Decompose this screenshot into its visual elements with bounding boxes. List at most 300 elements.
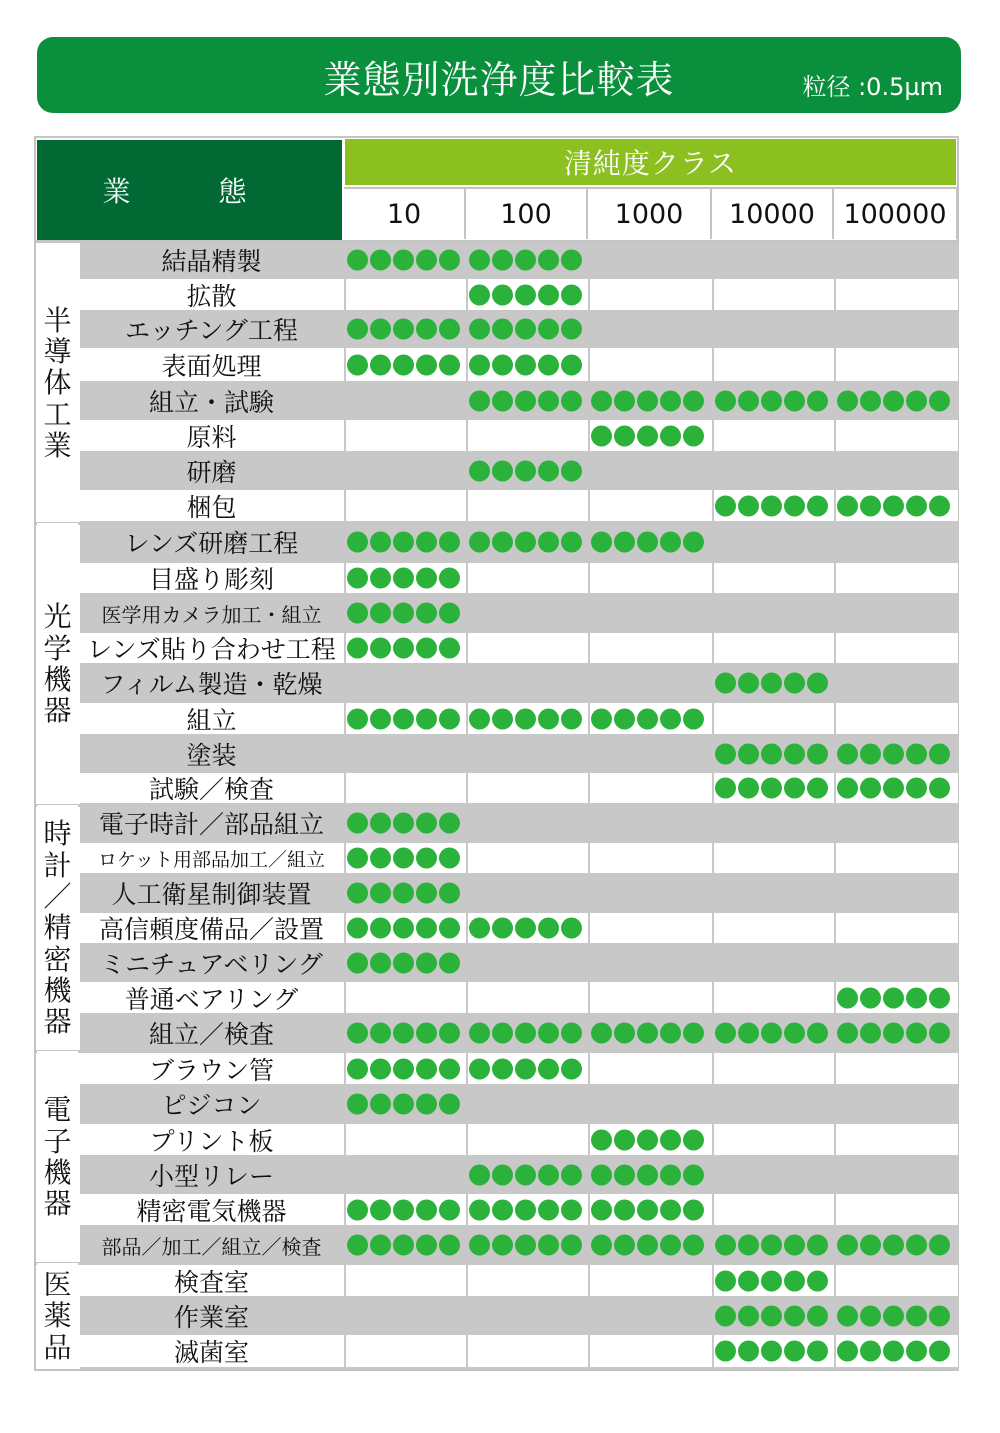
class-marker-100 [469, 390, 582, 411]
marker-dot [416, 1094, 437, 1115]
marker-dot [883, 390, 904, 411]
class-marker-100 [469, 460, 582, 481]
class-marker-100000 [837, 495, 950, 516]
marker-dot [715, 390, 736, 411]
class-cell [466, 420, 588, 451]
class-marker-1000 [591, 1235, 704, 1256]
marker-dot [929, 1305, 950, 1326]
marker-dot [860, 495, 881, 516]
class-marker-1000 [591, 1164, 704, 1185]
business-header: 業 態 [37, 140, 342, 240]
marker-dot [347, 1094, 368, 1115]
marker-dot [439, 1235, 460, 1256]
marker-dot [614, 1235, 635, 1256]
marker-dot [637, 1235, 658, 1256]
class-cell [344, 773, 466, 803]
marker-dot [784, 1305, 805, 1326]
class-marker-10000 [715, 1270, 828, 1291]
marker-dot [393, 1023, 414, 1044]
marker-dot [561, 1058, 582, 1079]
marker-dot [906, 1023, 927, 1044]
class-cell [712, 563, 834, 593]
class-marker-10 [347, 250, 460, 271]
table-row [80, 1086, 958, 1122]
marker-dot [660, 532, 681, 553]
marker-dot [591, 532, 612, 553]
table-row [80, 1157, 958, 1192]
marker-dot [370, 883, 391, 904]
class-marker-100 [469, 1164, 582, 1185]
marker-dot [393, 1199, 414, 1220]
marker-dot [439, 1058, 460, 1079]
table-row [80, 631, 958, 665]
class-cell [588, 348, 712, 381]
class-cell [834, 913, 958, 943]
marker-dot [906, 743, 927, 764]
marker-dot [837, 1235, 858, 1256]
table-row [80, 243, 958, 277]
class-cell [344, 420, 466, 451]
category-label: 医 薬 品 [37, 1263, 78, 1369]
marker-dot [347, 638, 368, 659]
category-label: 光 学 機 器 [37, 523, 78, 805]
class-marker-10000 [715, 390, 828, 411]
marker-dot [416, 708, 437, 729]
class-cell [588, 913, 712, 943]
table-row [80, 383, 958, 418]
marker-dot [347, 1235, 368, 1256]
marker-dot [515, 460, 536, 481]
marker-dot [614, 1199, 635, 1220]
marker-dot [837, 1341, 858, 1362]
marker-dot [683, 1235, 704, 1256]
class-header-10: 10 [344, 189, 466, 239]
marker-dot [492, 390, 513, 411]
marker-dot [614, 708, 635, 729]
marker-dot [416, 952, 437, 973]
table-row [80, 523, 958, 561]
marker-dot [347, 848, 368, 869]
marker-dot [439, 568, 460, 589]
class-cell [588, 490, 712, 521]
marker-dot [370, 354, 391, 375]
marker-dot [393, 638, 414, 659]
marker-dot [807, 1305, 828, 1326]
business-name: 原料 [186, 422, 237, 451]
marker-dot [738, 1341, 759, 1362]
marker-dot [492, 1058, 513, 1079]
class-marker-100 [469, 532, 582, 553]
business-name: 人工衛星制御装置 [111, 880, 312, 909]
marker-dot [660, 1023, 681, 1044]
marker-dot [929, 743, 950, 764]
marker-dot [370, 1058, 391, 1079]
business-name: 組立 [186, 705, 237, 734]
business-name: 作業室 [173, 1302, 249, 1332]
business-name: エッチング工程 [125, 316, 298, 345]
class-cell [834, 703, 958, 734]
class-marker-10 [347, 568, 460, 589]
class-marker-100000 [837, 1235, 950, 1256]
class-cell [344, 490, 466, 521]
marker-dot [515, 319, 536, 340]
class-cell [344, 1265, 466, 1296]
marker-dot [660, 390, 681, 411]
class-marker-10 [347, 918, 460, 939]
marker-dot [469, 1058, 490, 1079]
marker-dot [906, 1305, 927, 1326]
marker-dot [439, 532, 460, 553]
class-cell [588, 1265, 712, 1296]
marker-dot [469, 1164, 490, 1185]
marker-dot [515, 354, 536, 375]
class-marker-10 [347, 883, 460, 904]
marker-dot [591, 425, 612, 446]
marker-dot [683, 532, 704, 553]
business-name: 小型リレー [148, 1161, 274, 1191]
class-marker-10 [347, 1023, 460, 1044]
class-header-100: 100 [466, 189, 588, 239]
marker-dot [906, 987, 927, 1008]
marker-dot [492, 1164, 513, 1185]
class-marker-100000 [837, 778, 950, 799]
marker-dot [538, 284, 559, 305]
class-cell [712, 1053, 834, 1084]
marker-dot [492, 1023, 513, 1044]
marker-dot [393, 918, 414, 939]
marker-dot [469, 284, 490, 305]
marker-dot [591, 1164, 612, 1185]
marker-dot [561, 284, 582, 305]
class-header-100000: 100000 [834, 189, 958, 239]
marker-dot [784, 673, 805, 694]
table-row [80, 312, 958, 346]
marker-dot [469, 1199, 490, 1220]
business-name: レンズ貼り合わせ工程 [87, 635, 336, 663]
marker-dot [784, 495, 805, 516]
marker-dot [393, 603, 414, 624]
marker-dot [439, 1023, 460, 1044]
marker-dot [807, 673, 828, 694]
marker-dot [860, 1305, 881, 1326]
class-cell [834, 1053, 958, 1084]
marker-dot [393, 532, 414, 553]
marker-dot [416, 1023, 437, 1044]
marker-dot [416, 848, 437, 869]
class-cell [588, 1053, 712, 1084]
business-name: ピジコン [161, 1091, 262, 1120]
business-name: 医学用カメラ加工・組立 [101, 602, 322, 627]
marker-dot [561, 532, 582, 553]
marker-dot [660, 1235, 681, 1256]
marker-dot [883, 1305, 904, 1326]
class-marker-10000 [715, 1023, 828, 1044]
class-marker-100 [469, 1058, 582, 1079]
class-marker-100000 [837, 987, 950, 1008]
marker-dot [416, 354, 437, 375]
class-marker-10000 [715, 778, 828, 799]
marker-dot [614, 1129, 635, 1150]
marker-dot [784, 1023, 805, 1044]
marker-dot [439, 1199, 460, 1220]
class-cell [466, 490, 588, 521]
class-cell [466, 1335, 588, 1367]
marker-dot [807, 778, 828, 799]
marker-dot [837, 1305, 858, 1326]
marker-dot [492, 1235, 513, 1256]
marker-dot [515, 918, 536, 939]
business-name: 滅菌室 [173, 1338, 249, 1367]
marker-dot [416, 883, 437, 904]
table-row [80, 1333, 958, 1369]
marker-dot [515, 708, 536, 729]
marker-dot [561, 1199, 582, 1220]
marker-dot [416, 638, 437, 659]
marker-dot [761, 1270, 782, 1291]
marker-dot [738, 673, 759, 694]
marker-dot [761, 778, 782, 799]
business-name: 部品／加工／組立／検査 [101, 1234, 322, 1259]
class-marker-1000 [591, 425, 704, 446]
table-row [80, 701, 958, 736]
marker-dot [860, 987, 881, 1008]
marker-dot [347, 918, 368, 939]
marker-dot [715, 1023, 736, 1044]
class-cell [834, 843, 958, 873]
marker-dot [929, 1235, 950, 1256]
class-cell [834, 563, 958, 593]
class-cell [712, 843, 834, 873]
business-name: ミニチュアベリング [100, 949, 323, 979]
marker-dot [738, 495, 759, 516]
class-marker-1000 [591, 390, 704, 411]
marker-dot [370, 952, 391, 973]
marker-dot [929, 390, 950, 411]
marker-dot [738, 1305, 759, 1326]
business-name: 電子時計／部品組立 [98, 810, 324, 839]
marker-dot [393, 848, 414, 869]
business-name: ロケット用部品加工／組立 [97, 848, 326, 871]
marker-dot [492, 319, 513, 340]
class-cell [712, 279, 834, 310]
marker-dot [538, 1058, 559, 1079]
marker-dot [561, 319, 582, 340]
class-marker-10 [347, 708, 460, 729]
class-cell [588, 982, 712, 1013]
marker-dot [492, 250, 513, 271]
business-name: 検査室 [173, 1267, 249, 1296]
marker-dot [347, 708, 368, 729]
class-marker-100 [469, 354, 582, 375]
marker-dot [370, 918, 391, 939]
marker-dot [837, 390, 858, 411]
marker-dot [807, 1341, 828, 1362]
marker-dot [761, 743, 782, 764]
marker-dot [761, 1235, 782, 1256]
marker-dot [469, 708, 490, 729]
marker-dot [538, 532, 559, 553]
marker-dot [683, 425, 704, 446]
marker-dot [715, 1341, 736, 1362]
marker-dot [906, 1235, 927, 1256]
marker-dot [416, 813, 437, 834]
class-marker-10000 [715, 743, 828, 764]
marker-dot [837, 495, 858, 516]
marker-dot [370, 250, 391, 271]
class-cell [834, 348, 958, 381]
marker-dot [715, 1305, 736, 1326]
marker-dot [883, 987, 904, 1008]
class-marker-10 [347, 848, 460, 869]
class-marker-10 [347, 1094, 460, 1115]
marker-dot [660, 708, 681, 729]
marker-dot [929, 495, 950, 516]
class-cell [712, 633, 834, 663]
category-label: 電 子 機 器 [37, 1051, 78, 1263]
table-row [80, 1122, 958, 1157]
class-marker-10 [347, 1235, 460, 1256]
marker-dot [538, 250, 559, 271]
class-marker-100000 [837, 743, 950, 764]
marker-dot [883, 743, 904, 764]
marker-dot [561, 354, 582, 375]
class-cell [834, 633, 958, 663]
class-cell [834, 1265, 958, 1296]
business-name: ブラウン管 [148, 1055, 274, 1084]
marker-dot [561, 390, 582, 411]
marker-dot [715, 743, 736, 764]
marker-dot [591, 708, 612, 729]
marker-dot [660, 425, 681, 446]
class-cell [712, 703, 834, 734]
marker-dot [416, 1058, 437, 1079]
marker-dot [347, 952, 368, 973]
class-marker-10 [347, 952, 460, 973]
marker-dot [515, 1235, 536, 1256]
marker-dot [439, 638, 460, 659]
marker-dot [538, 708, 559, 729]
class-marker-100 [469, 918, 582, 939]
marker-dot [860, 1341, 881, 1362]
marker-dot [393, 1235, 414, 1256]
marker-dot [837, 1023, 858, 1044]
marker-dot [614, 1023, 635, 1044]
class-cell [834, 279, 958, 310]
marker-dot [439, 1094, 460, 1115]
marker-dot [370, 1094, 391, 1115]
business-name: レンズ研磨工程 [124, 529, 299, 558]
marker-dot [370, 1235, 391, 1256]
marker-dot [837, 778, 858, 799]
class-marker-100 [469, 708, 582, 729]
marker-dot [538, 1235, 559, 1256]
class-marker-10 [347, 1058, 460, 1079]
marker-dot [591, 1199, 612, 1220]
marker-dot [347, 813, 368, 834]
marker-dot [860, 778, 881, 799]
class-cell [712, 913, 834, 943]
class-cell [344, 982, 466, 1013]
marker-dot [416, 319, 437, 340]
marker-dot [393, 1094, 414, 1115]
marker-dot [370, 1023, 391, 1044]
marker-dot [860, 743, 881, 764]
page-title: 業態別洗浄度比較表 [323, 58, 675, 102]
marker-dot [469, 1023, 490, 1044]
business-name: 研磨 [186, 457, 237, 487]
class-cell [344, 279, 466, 310]
marker-dot [683, 1199, 704, 1220]
class-marker-10000 [715, 1305, 828, 1326]
marker-dot [347, 532, 368, 553]
class-cell [834, 1124, 958, 1155]
class-marker-10 [347, 813, 460, 834]
class-marker-100 [469, 284, 582, 305]
marker-dot [738, 390, 759, 411]
marker-dot [637, 1164, 658, 1185]
marker-dot [637, 1023, 658, 1044]
class-cell [466, 982, 588, 1013]
marker-dot [370, 319, 391, 340]
class-cell [344, 1124, 466, 1155]
marker-dot [660, 1129, 681, 1150]
marker-dot [561, 250, 582, 271]
marker-dot [929, 778, 950, 799]
business-name: 目盛り彫刻 [148, 565, 274, 593]
marker-dot [439, 848, 460, 869]
marker-dot [860, 1235, 881, 1256]
marker-dot [347, 883, 368, 904]
marker-dot [738, 1235, 759, 1256]
table-row [80, 911, 958, 945]
marker-dot [492, 532, 513, 553]
marker-dot [929, 1341, 950, 1362]
marker-dot [561, 1235, 582, 1256]
class-cell [466, 1124, 588, 1155]
marker-dot [906, 390, 927, 411]
marker-dot [538, 319, 559, 340]
class-marker-10 [347, 638, 460, 659]
table-row [80, 875, 958, 911]
marker-dot [591, 1235, 612, 1256]
business-name: 結晶精製 [161, 247, 262, 276]
marker-dot [370, 813, 391, 834]
class-marker-10 [347, 1199, 460, 1220]
class-cell [466, 1265, 588, 1296]
business-name: 表面処理 [161, 351, 262, 381]
marker-dot [469, 918, 490, 939]
marker-dot [515, 1058, 536, 1079]
marker-dot [738, 778, 759, 799]
marker-dot [637, 390, 658, 411]
marker-dot [393, 319, 414, 340]
class-cell [834, 420, 958, 451]
marker-dot [906, 495, 927, 516]
table-row [80, 1192, 958, 1227]
marker-dot [370, 568, 391, 589]
marker-dot [492, 460, 513, 481]
marker-dot [538, 918, 559, 939]
class-marker-1000 [591, 708, 704, 729]
class-cell [344, 1335, 466, 1367]
class-marker-1000 [591, 1199, 704, 1220]
marker-dot [683, 390, 704, 411]
class-cell [466, 843, 588, 873]
class-marker-100 [469, 1199, 582, 1220]
marker-dot [538, 390, 559, 411]
marker-dot [393, 250, 414, 271]
marker-dot [370, 603, 391, 624]
